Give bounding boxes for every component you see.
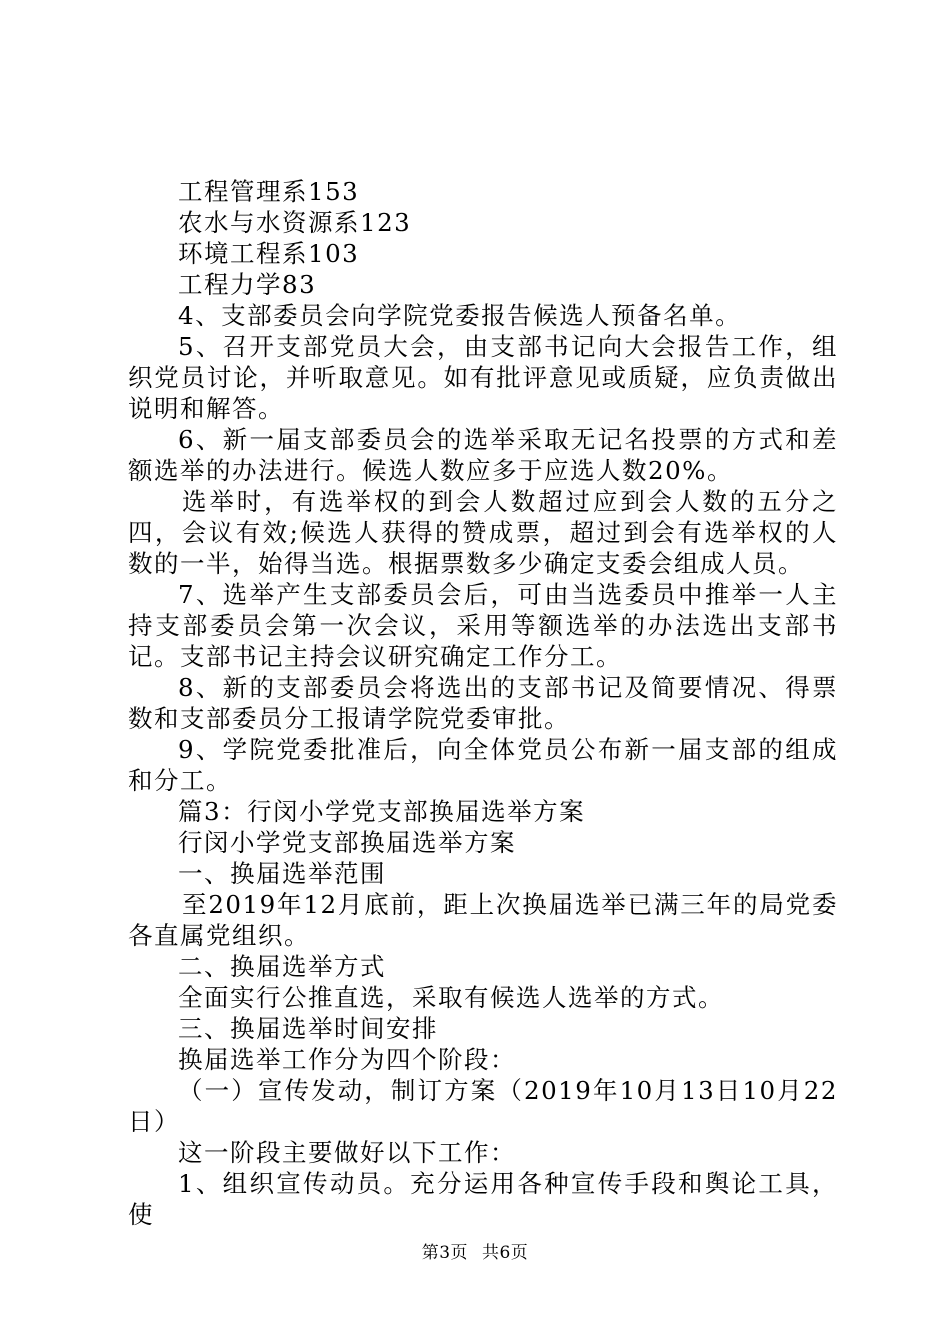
- paragraph: 至2019年12月底前，距上次换届选举已满三年的局党委各直属党组织。: [128, 890, 838, 950]
- paragraph: 一、换届选举范围: [178, 859, 386, 888]
- paragraph: 1、组织宣传动员。充分运用各种宣传手段和舆论工具，使: [128, 1169, 838, 1229]
- paragraph: 9、学院党委批准后，向全体党员公布新一届支部的组成和分工。: [128, 735, 838, 795]
- paragraph: 环境工程系103: [178, 239, 360, 268]
- document-body: [128, 176, 838, 1230]
- paragraph: 7、选举产生支部委员会后，可由当选委员中推举一人主持支部委员会第一次会议，采用等额选举的办法选出支部书记。支部书记主持会议研究确定工作分工。: [128, 580, 838, 671]
- paragraph: 农水与水资源系123: [178, 208, 412, 237]
- paragraph: 这一阶段主要做好以下工作：: [178, 1138, 516, 1167]
- paragraph: 全面实行公推直选，采取有候选人选举的方式。: [178, 983, 724, 1012]
- paragraph: 篇3：行闵小学党支部换届选举方案: [178, 797, 586, 826]
- paragraph: 换届选举工作分为四个阶段：: [178, 1045, 516, 1074]
- paragraph: （一）宣传发动，制订方案（2019年10月13日10月22日）: [128, 1076, 838, 1136]
- paragraph: 6、新一届支部委员会的选举采取无记名投票的方式和差额选举的办法进行。候选人数应多于应选人数20%。: [128, 425, 838, 485]
- page-footer: [0, 1243, 950, 1263]
- paragraph: 行闵小学党支部换届选举方案: [178, 828, 516, 857]
- paragraph: 8、新的支部委员会将选出的支部书记及简要情况、得票数和支部委员分工报请学院党委审批。: [128, 673, 838, 733]
- paragraph: 5、召开支部党员大会，由支部书记向大会报告工作，组织党员讨论，并听取意见。如有批评意见或质疑，应负责做出说明和解答。: [128, 332, 838, 423]
- paragraph: 三、换届选举时间安排: [178, 1014, 438, 1043]
- page-total: 共6页: [481, 1243, 529, 1263]
- paragraph: 选举时，有选举权的到会人数超过应到会人数的五分之四，会议有效;候选人获得的赞成票，超过到会有选举权的人数的一半，始得当选。根据票数多少确定支委会组成人员。: [128, 487, 838, 578]
- paragraph: 二、换届选举方式: [178, 952, 386, 981]
- paragraph: 工程力学83: [178, 270, 317, 299]
- paragraph: 工程管理系153: [178, 177, 360, 206]
- page-number: 第3页: [421, 1243, 469, 1263]
- paragraph: 4、支部委员会向学院党委报告候选人预备名单。: [178, 301, 742, 330]
